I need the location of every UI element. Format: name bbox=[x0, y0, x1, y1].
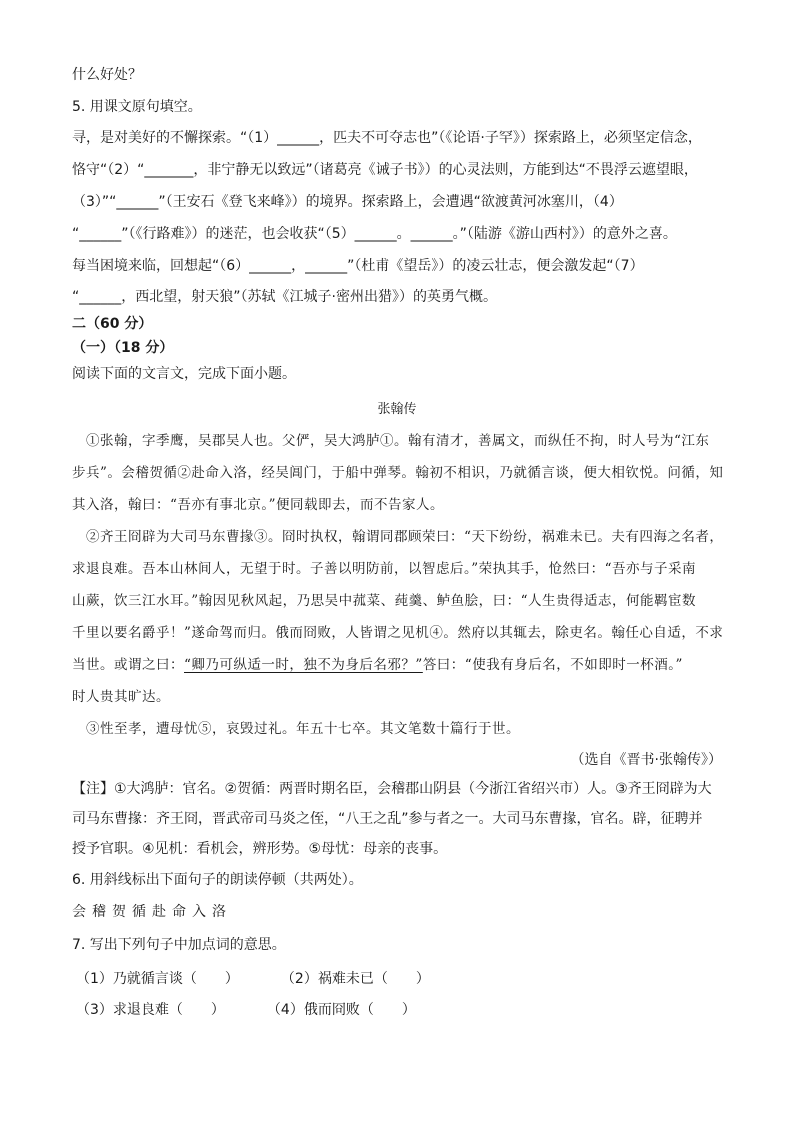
reading-instruction: 阅读下面的文言文，完成下面小题。 bbox=[72, 366, 296, 382]
text-line: “______，西北望，射天狼”（苏轼《江城子·密州出猎》）的英勇气概。 bbox=[72, 289, 497, 305]
text-line: 恪守“（2）“_______，非宁静无以致远”（诸葛亮《诫子书》）的心灵法则，方能到达“不畏浮云遮望眼， bbox=[72, 162, 698, 178]
question-6-sentence: 会稽贺循赴命入洛 bbox=[72, 904, 232, 920]
passage-line: ②齐王冏辟为大司马东曹掾③。冏时执权，翰谓同郡顾荣曰：“天下纷纷，祸难未已。夫有四海之名者， bbox=[86, 529, 724, 545]
passage-line: ③性至孝，遭母忧⑤，哀毁过礼。年五十七卒。其文笔数十篇行于世。 bbox=[86, 721, 520, 737]
passage-line: ①张翰，字季鹰，吴郡吴人也。父俨，吴大鸿胪①。翰有清才，善属文，而纵任不拘，时人号为“江东 bbox=[86, 433, 710, 449]
text-line: 寻，是对美好的不懈探索。“（1）______，匹夫不可夺志也”（《论语·子罕》）探索路上，必须坚定信念， bbox=[72, 130, 702, 146]
passage-line: 时人贵其旷达。 bbox=[72, 689, 170, 705]
question-6: 6. 用斜线标出下面句子的朗读停顿（共两处）。 bbox=[72, 872, 363, 888]
underlined-sentence: “卿乃可纵适一时，独不为身后名邪？” bbox=[184, 657, 423, 673]
question-7-row bbox=[76, 1000, 416, 1020]
passage-line: 千里以要名爵乎！”遂命驾而归。俄而冏败，人皆谓之见机④。然府以其辄去，除吏名。翰任心自适，不求 bbox=[72, 625, 724, 641]
question-7: 7. 写出下列句子中加点词的意思。 bbox=[72, 937, 286, 953]
question-7-item: （4）俄而冏败（ ） bbox=[266, 1002, 416, 1018]
passage-line: 其入洛，翰曰：“吾亦有事北京。”便同载即去，而不告家人。 bbox=[72, 497, 445, 513]
text-line: （3）”“______”（王安石《登飞来峰》）的境界。探索路上，会遭遇“欲渡黄河冰塞川，（4） bbox=[72, 194, 623, 210]
text-line: 什么好处？ bbox=[72, 67, 142, 83]
question-7-item: （3）求退良难（ ） bbox=[76, 1002, 225, 1018]
note-line: 授予官职。④见机：看机会，辨形势。⑤母忧：母亲的丧事。 bbox=[72, 841, 448, 857]
question-7-item: （2）祸难未已（ ） bbox=[280, 971, 430, 987]
text-line: “______”（《行路难》）的迷茫，也会收获“（5）______。______。”（陆游《游山西村》）的意外之喜。 bbox=[72, 226, 677, 242]
note-line: 司马东曹掾：齐王冏，晋武帝司马炎之侄，“八王之乱”参与者之一。大司马东曹掾，官名。辟，征聘并 bbox=[72, 811, 703, 827]
passage-text: 当世。或谓之曰： bbox=[72, 657, 184, 673]
subsection-heading: （一）（18 分） bbox=[72, 340, 174, 356]
passage-line: 求退良难。吾本山林间人，无望于时。子善以明防前，以智虑后。”荣执其手，怆然曰：“吾亦与子采南 bbox=[72, 561, 697, 577]
question-7-row bbox=[76, 969, 430, 989]
note-line: 【注】①大鸿胪：官名。②贺循：两晋时期名臣，会稽郡山阴县（今浙江省绍兴市）人。③齐王冏辟为大 bbox=[72, 781, 712, 797]
text-line: 每当困境来临，回想起“（6）______，______”（杜甫《望岳》）的凌云壮志，便会激发起“（7） bbox=[72, 258, 644, 274]
section-heading: 二（60 分） bbox=[72, 316, 153, 332]
passage-line bbox=[72, 655, 683, 675]
passage-title: 张翰传 bbox=[377, 402, 417, 417]
question-5-title: 5. 用课文原句填空。 bbox=[72, 99, 202, 115]
passage-line: 步兵”。会稽贺循②赴命入洛，经吴阊门，于船中弹琴。翰初不相识，乃就循言谈，便大相钦悦。问循，知 bbox=[72, 465, 724, 481]
question-7-item: （1）乃就循言谈（ ） bbox=[76, 971, 239, 987]
passage-source: （选自《晋书·张翰传》） bbox=[570, 752, 722, 768]
passage-line: 山蕨，饮三江水耳。”翰因见秋风起，乃思吴中菰菜、莼羹、鲈鱼脍，曰：“人生贵得适志，何能羁宦数 bbox=[72, 593, 697, 609]
passage-text: 答曰：“使我有身后名，不如即时一杯酒。” bbox=[422, 657, 683, 673]
